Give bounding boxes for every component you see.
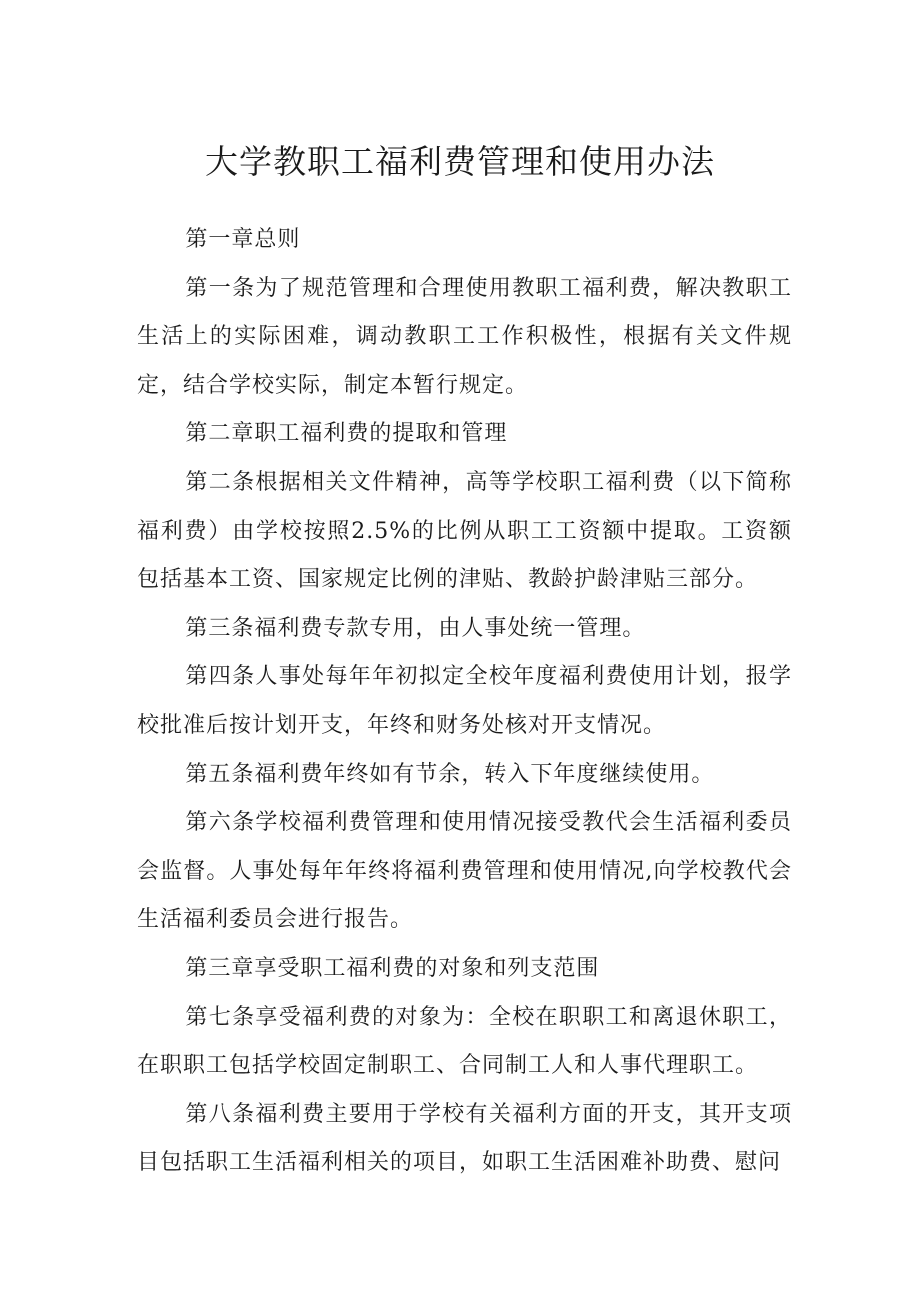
document-title: 大学教职工福利费管理和使用办法 (205, 142, 715, 181)
article-8: 第八条福利费主要用于学校有关福利方面的开支，其开支项目包括职工生活福利相关的项目，如职工生活困难补助费、慰问 (137, 1101, 792, 1176)
article-1: 第一条为了规范管理和合理使用教职工福利费，解决教职工生活上的实际困难，调动教职工工作积极性，根据有关文件规定，结合学校实际，制定本暂行规定。 (137, 275, 792, 398)
article-6: 第六条学校福利费管理和使用情况接受教代会生活福利委员会监督。人事处每年年终将福利费管理和使用情况,向学校教代会生活福利委员会进行报告。 (137, 810, 792, 933)
chapter-heading-3: 第三章享受职工福利费的对象和列支范围 (185, 955, 600, 981)
article-2: 第二条根据相关文件精神，高等学校职工福利费（以下简称福利费）由学校按照2.5%的比例从职工工资额中提取。工资额包括基本工资、国家规定比例的津贴、教龄护龄津贴三部分。 (137, 469, 792, 593)
document-body (137, 216, 792, 1188)
article-4: 第四条人事处每年年初拟定全校年度福利费使用计划，报学校批准后按计划开支，年终和财务处核对开支情况。 (137, 664, 792, 738)
article-5: 第五条福利费年终如有节余，转入下年度继续使用。 (185, 761, 715, 787)
article-3: 第三条福利费专款专用，由人事处统一管理。 (185, 615, 646, 641)
chapter-heading-2: 第二章职工福利费的提取和管理 (185, 421, 508, 447)
chapter-heading-1: 第一章总则 (185, 227, 301, 252)
article-7: 第七条享受福利费的对象为：全校在职职工和离退休职工，在职职工包括学校固定制职工、合同制工人和人事代理职工。 (137, 1004, 792, 1079)
